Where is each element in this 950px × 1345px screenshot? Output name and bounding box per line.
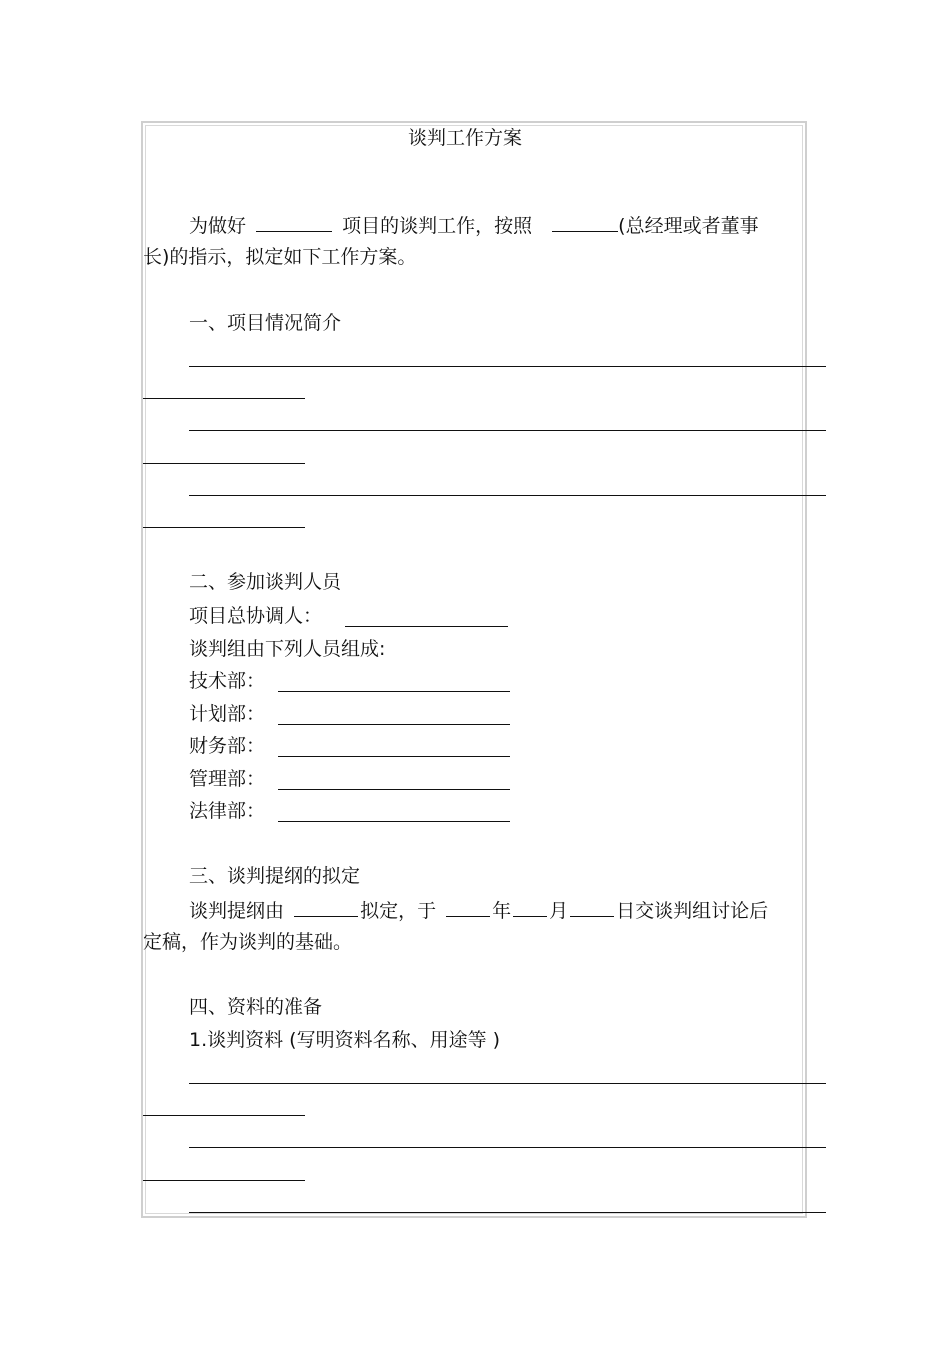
outline-text-a: 谈判提纲由 [189, 900, 285, 922]
dept-management-label: 管理部： [189, 768, 266, 790]
intro-text-a: 为做好 [189, 215, 247, 237]
section1-blank-line-1a[interactable] [189, 366, 826, 367]
day-blank[interactable] [570, 898, 614, 917]
intro-text-b: 项目的谈判工作，按照 [342, 215, 533, 237]
dept-management-blank[interactable] [278, 789, 510, 790]
document-title: 谈判工作方案 [408, 127, 523, 149]
dept-technology-blank[interactable] [278, 691, 510, 692]
section1-blank-line-3a[interactable] [189, 495, 826, 496]
intro-line-2: 长)的指示，拟定如下工作方案。 [143, 246, 417, 268]
dept-technology-label: 技术部： [189, 670, 266, 692]
dept-legal-blank[interactable] [278, 821, 510, 822]
outline-text-b: 拟定，于 [360, 900, 437, 922]
section4-blank-line-1b[interactable] [143, 1115, 305, 1116]
section4-blank-line-3a[interactable] [189, 1212, 826, 1213]
section1-blank-line-2a[interactable] [189, 430, 826, 431]
intro-line-1 [189, 213, 759, 237]
section4-heading: 四、资料的准备 [189, 996, 323, 1018]
team-intro: 谈判组由下列人员组成: [189, 638, 386, 660]
dept-planning-blank[interactable] [278, 724, 510, 725]
coordinator-label: 项目总协调人： [189, 605, 323, 627]
dept-finance-label: 财务部： [189, 735, 266, 757]
section1-heading: 一、项目情况简介 [189, 312, 342, 334]
section1-blank-line-2b[interactable] [143, 463, 305, 464]
year-label: 年 [492, 900, 512, 922]
dept-legal-label: 法律部： [189, 800, 266, 822]
section2-heading: 二、参加谈判人员 [189, 571, 342, 593]
year-blank[interactable] [446, 898, 490, 917]
outline-line-1 [189, 898, 768, 922]
outline-line-2: 定稿，作为谈判的基础。 [143, 931, 353, 953]
section1-blank-line-1b[interactable] [143, 398, 305, 399]
authority-blank[interactable] [552, 213, 618, 232]
coordinator-blank[interactable] [345, 626, 508, 627]
dept-finance-blank[interactable] [278, 756, 510, 757]
outline-drafter-blank[interactable] [294, 898, 358, 917]
section4-blank-line-2b[interactable] [143, 1180, 305, 1181]
dept-planning-label: 计划部： [189, 703, 266, 725]
project-name-blank[interactable] [256, 213, 332, 232]
outline-text-c: 日交谈判组讨论后 [616, 900, 769, 922]
intro-text-c: (总经理或者董事 [618, 215, 759, 237]
section4-blank-line-2a[interactable] [189, 1147, 826, 1148]
month-label: 月 [549, 900, 569, 922]
section3-heading: 三、谈判提纲的拟定 [189, 865, 361, 887]
section4-item1: 1.谈判资料 (写明资料名称、用途等 ) [189, 1029, 501, 1051]
section1-blank-line-3b[interactable] [143, 527, 305, 528]
month-blank[interactable] [513, 898, 547, 917]
section4-blank-line-1a[interactable] [189, 1083, 826, 1084]
